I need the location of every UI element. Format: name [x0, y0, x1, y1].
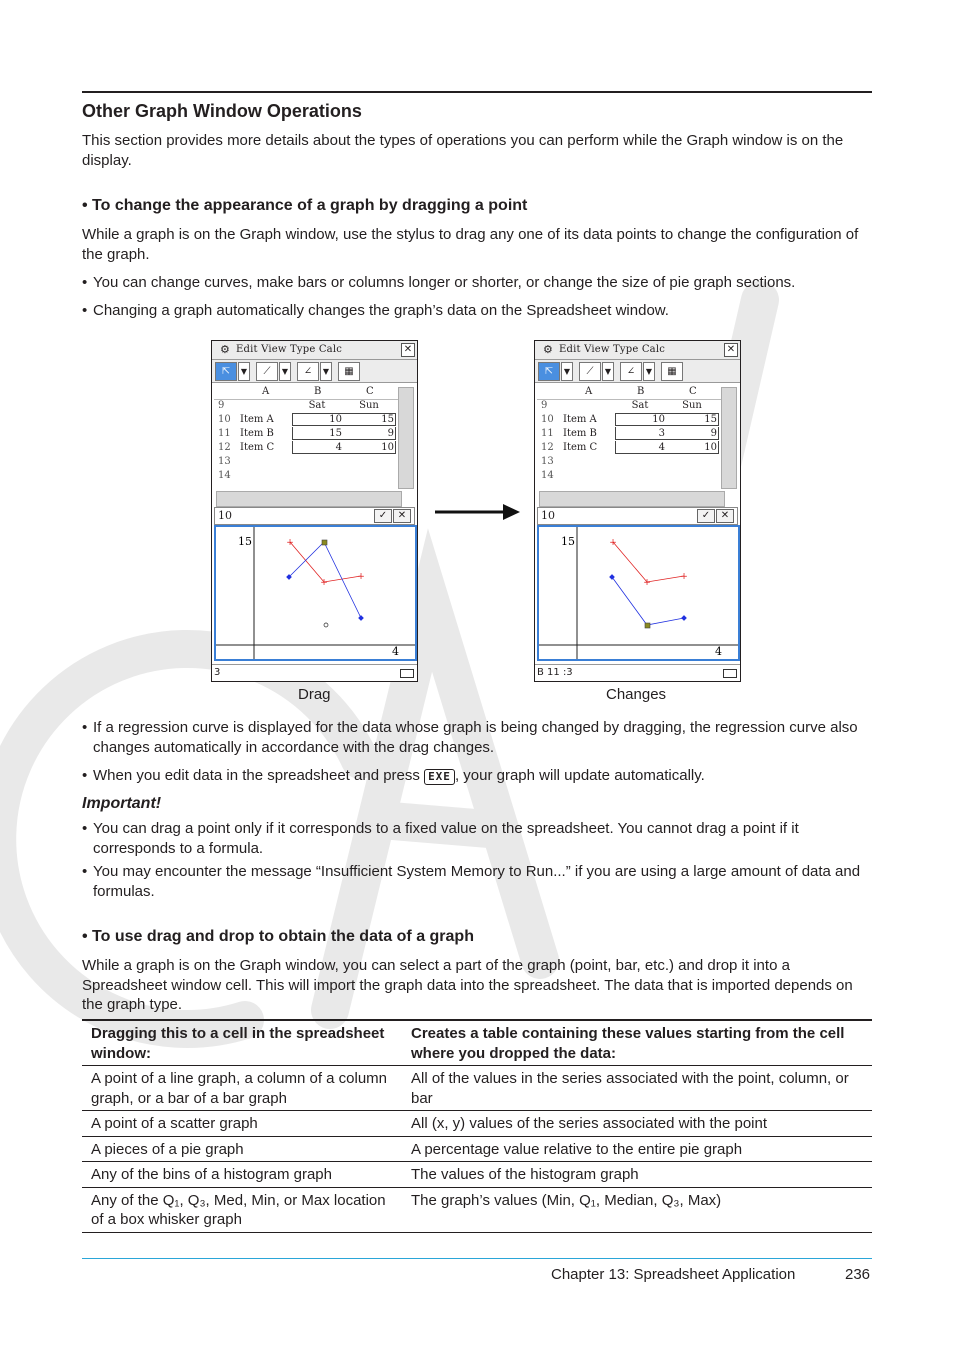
row-number: 11 [541, 428, 554, 439]
cell-c[interactable] [344, 469, 394, 483]
drag-drop-paragraph: While a graph is on the Graph window, you can select a part of the graph (point, bar, etc.) and drop it into a Spreadsheet window cell. This will import the graph data into the spreadsheet. The data that is imported depends on the graph type. [82, 957, 853, 1013]
row-number: 10 [541, 414, 554, 425]
table-row [82, 1187, 872, 1232]
y-tick-label: 15 [238, 535, 252, 548]
chevron-down-icon[interactable]: ▼ [643, 362, 655, 381]
status-bar: 3 [212, 664, 417, 681]
cell-b[interactable]: 4 [658, 442, 665, 453]
cell-c[interactable]: 9 [387, 428, 394, 439]
important-label: Important! [82, 795, 162, 812]
row-number: 12 [541, 442, 554, 453]
cell-c[interactable]: 15 [381, 414, 394, 425]
cell-b[interactable]: 10 [329, 414, 342, 425]
cell-c[interactable] [667, 455, 717, 469]
chevron-down-icon[interactable]: ▼ [279, 362, 291, 381]
dragged-point [322, 540, 327, 545]
bullet-regression: • If a regression curve is displayed for the data whose graph is being changed by dragging, the regression curve also changes automatically in accordance with the drag changes. [82, 718, 872, 757]
cell-a[interactable]: Item A [240, 414, 274, 425]
selection-box [615, 441, 719, 454]
close-icon[interactable]: ✕ [401, 343, 415, 357]
series-sat-line [290, 542, 361, 582]
table-row [82, 1111, 872, 1137]
selection-box [615, 427, 719, 440]
spreadsheet-row[interactable] [537, 413, 723, 427]
column-header-row: A B C [537, 385, 723, 400]
cell-b[interactable]: 4 [335, 442, 342, 453]
cell-b[interactable]: Sat [631, 400, 649, 411]
table-cell: All (x, y) values of the series associated with the point [402, 1111, 872, 1137]
caption-changes: Changes [606, 686, 667, 703]
important-bullet-memory: • You may encounter the message “Insufficient System Memory to Run...” if you are using a large amount of data and formulas. [82, 862, 872, 901]
cell-a[interactable]: Item A [563, 414, 597, 425]
bullet-exe: • When you edit data in the spreadsheet and press EXE , your graph will update automatically. [82, 766, 872, 786]
toolbar [535, 360, 740, 383]
graph-plot [216, 527, 415, 659]
spreadsheet-row[interactable] [214, 399, 400, 413]
spreadsheet-row[interactable] [537, 427, 723, 441]
table-cell: A point of a scatter graph [82, 1111, 402, 1137]
cell-b[interactable] [292, 469, 342, 483]
cell-b[interactable] [615, 469, 665, 483]
bullet-spreadsheet-sync: • Changing a graph automatically changes the graph’s data on the Spreadsheet window. [82, 301, 872, 321]
top-rule [82, 91, 872, 93]
table-header-cell: Creates a table containing these values starting from the cell where you dropped the data: [402, 1020, 872, 1066]
row-number: 14 [541, 470, 554, 481]
menu-bar [535, 341, 740, 360]
screen-drag [211, 340, 418, 682]
cell-b[interactable] [615, 455, 665, 469]
spreadsheet-row[interactable] [537, 399, 723, 413]
cell-c[interactable] [344, 455, 394, 469]
row-number: 11 [218, 428, 231, 439]
regression-icon[interactable]: ∠ [620, 362, 642, 381]
row-number: 12 [218, 442, 231, 453]
row-number: 13 [218, 456, 231, 467]
table-cell: A percentage value relative to the entire pie graph [402, 1136, 872, 1162]
row-number: 9 [541, 400, 548, 411]
row-number: 10 [218, 414, 231, 425]
table-cell: The values of the histogram graph [402, 1162, 872, 1188]
important-bullet-fixed-value: • You can drag a point only if it corresponds to a fixed value on the spreadsheet. You cannot drag a point if it corresponds to a formula. [82, 819, 872, 858]
row-number: 13 [541, 456, 554, 467]
horizontal-scrollbar[interactable] [216, 491, 402, 507]
svg-text:+: + [357, 572, 365, 582]
cell-a[interactable]: Item C [240, 442, 275, 453]
line-graph-icon[interactable]: ⟋ [256, 362, 278, 381]
chevron-down-icon[interactable]: ▼ [238, 362, 250, 381]
check-icon[interactable]: ✓ [374, 509, 392, 523]
drag-drop-table [82, 1019, 872, 1233]
dropped-point [645, 623, 650, 628]
table-cell: Any of the Q₁, Q₃, Med, Min, or Max location of a box whisker graph [82, 1187, 402, 1232]
table-cell: Any of the bins of a histogram graph [82, 1162, 402, 1188]
regression-icon[interactable]: ∠ [297, 362, 319, 381]
cell-c[interactable]: 10 [381, 442, 394, 453]
cell-a[interactable]: Item C [563, 442, 598, 453]
cell-c[interactable]: 9 [710, 428, 717, 439]
selection-box [615, 413, 719, 426]
svg-text:+: + [320, 578, 328, 588]
cell-a[interactable]: Item B [563, 428, 597, 439]
cell-c[interactable] [667, 469, 717, 483]
table-cell: A point of a line graph, a column of a column graph, or a bar of a bar graph [82, 1066, 402, 1111]
horizontal-scrollbar[interactable] [539, 491, 725, 507]
spreadsheet-row[interactable] [537, 455, 723, 469]
pointer-icon[interactable]: ⇱ [538, 362, 560, 381]
column-header-row: A B C [214, 385, 400, 400]
table-row [82, 1136, 872, 1162]
battery-icon [400, 669, 414, 678]
table-cell: All of the values in the series associated with the point, column, or bar [402, 1066, 872, 1111]
menu-items[interactable]: Edit View Type Calc [236, 344, 343, 355]
table-row [82, 1162, 872, 1188]
spreadsheet-row[interactable] [214, 441, 400, 455]
table-header-row [82, 1020, 872, 1066]
caption-drag: Drag [298, 686, 331, 703]
spreadsheet-row[interactable] [537, 469, 723, 483]
svg-text:+: + [609, 538, 617, 548]
graph-window[interactable] [214, 525, 417, 661]
table-row [82, 1066, 872, 1111]
cell-a[interactable]: Item B [240, 428, 274, 439]
cell-b[interactable]: 15 [329, 428, 342, 439]
subheading-drag-drop: • To use drag and drop to obtain the data of a graph [82, 928, 474, 945]
line-graph-icon[interactable]: ⟋ [579, 362, 601, 381]
drag-point-paragraph: While a graph is on the Graph window, use the stylus to drag any one of its data points to change the configuration of the graph. [82, 226, 859, 263]
cell-c[interactable]: Sun [682, 400, 702, 411]
table-header-cell: Dragging this to a cell in the spreadsheet window: [82, 1020, 402, 1066]
x-tick-label: 4 [392, 645, 399, 658]
y-tick-label: 15 [561, 535, 575, 548]
vertical-scrollbar[interactable] [398, 387, 414, 489]
chevron-down-icon[interactable]: ▼ [320, 362, 332, 381]
cell-b[interactable]: 3 [658, 428, 665, 439]
cell-b[interactable]: Sat [308, 400, 326, 411]
cell-c[interactable]: 10 [704, 442, 717, 453]
exe-key-icon: EXE [424, 769, 455, 785]
cell-b[interactable]: 10 [652, 414, 665, 425]
close-icon[interactable]: ✕ [724, 343, 738, 357]
subheading-drag-point: • To change the appearance of a graph by dragging a point [82, 197, 528, 214]
gear-icon[interactable]: ⚙ [220, 343, 230, 356]
footer-chapter: Chapter 13: Spreadsheet Application [551, 1266, 796, 1283]
spreadsheet-row[interactable] [214, 469, 400, 483]
edit-line[interactable]: 10 ✓ ✕ [537, 507, 738, 525]
graph-plot [539, 527, 738, 659]
status-bar: B 11 :3 [535, 664, 740, 681]
cancel-icon[interactable]: ✕ [393, 509, 411, 523]
series-sat-line [613, 542, 684, 582]
selection-box [292, 413, 396, 426]
drag-target [324, 623, 328, 627]
section-title: Other Graph Window Operations [82, 101, 362, 121]
spreadsheet-row[interactable] [537, 441, 723, 455]
table-cell: The graph’s values (Min, Q₁, Median, Q₃, Max) [402, 1187, 872, 1232]
menu-items[interactable]: Edit View Type Calc [559, 344, 666, 355]
svg-text:+: + [643, 578, 651, 588]
selection-box [292, 441, 396, 454]
cell-b[interactable] [292, 455, 342, 469]
page-number: 236 [845, 1266, 871, 1283]
cell-c[interactable]: 15 [704, 414, 717, 425]
x-tick-label: 4 [715, 645, 722, 658]
chevron-down-icon[interactable]: ▼ [602, 362, 614, 381]
spreadsheet-row[interactable] [214, 413, 400, 427]
gear-icon[interactable]: ⚙ [543, 343, 553, 356]
cell-c[interactable]: Sun [359, 400, 379, 411]
toolbar [212, 360, 417, 383]
check-icon[interactable]: ✓ [697, 509, 715, 523]
vertical-scrollbar[interactable] [721, 387, 737, 489]
battery-icon [723, 669, 737, 678]
selection-box [292, 427, 396, 440]
grid-icon[interactable]: ▦ [661, 362, 683, 381]
svg-text:+: + [286, 538, 294, 548]
graph-window[interactable] [537, 525, 740, 661]
row-number: 14 [218, 470, 231, 481]
edit-line[interactable]: 10 ✓ ✕ [214, 507, 415, 525]
row-number: 9 [218, 400, 225, 411]
arrow-icon [435, 502, 523, 522]
spreadsheet-row[interactable] [214, 455, 400, 469]
cancel-icon[interactable]: ✕ [716, 509, 734, 523]
footer-rule [82, 1258, 872, 1259]
svg-text:+: + [680, 572, 688, 582]
spreadsheet-row[interactable] [214, 427, 400, 441]
table-cell: A pieces of a pie graph [82, 1136, 402, 1162]
chevron-down-icon[interactable]: ▼ [561, 362, 573, 381]
menu-bar [212, 341, 417, 360]
grid-icon[interactable]: ▦ [338, 362, 360, 381]
intro-paragraph: This section provides more details about the types of operations you can perform while the Graph window is on the display. [82, 132, 844, 169]
bullet-curves: • You can change curves, make bars or columns longer or shorter, or change the size of pie graph sections. [82, 273, 872, 293]
pointer-icon[interactable]: ⇱ [215, 362, 237, 381]
screen-changes [534, 340, 741, 682]
